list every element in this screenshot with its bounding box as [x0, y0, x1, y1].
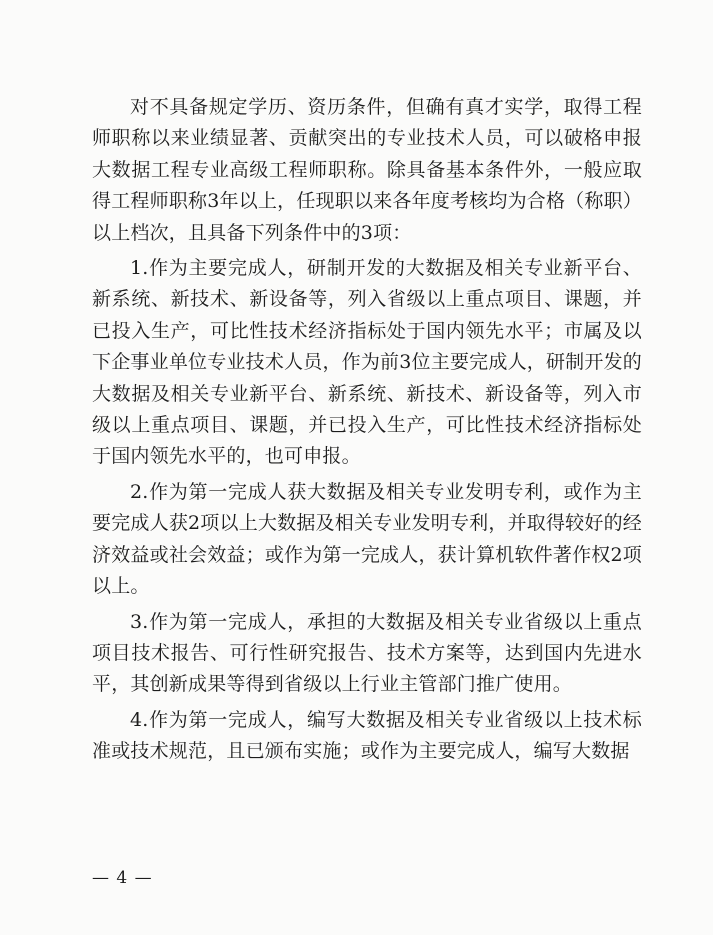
paragraph-item-3: 3.作为第一完成人，承担的大数据及相关专业省级以上重点项目技术报告、可行性研究报告、技术方案等，达到国内先进水平，其创新成果等得到省级以上行业主管部门推广使用。 — [92, 610, 642, 696]
paragraph-item-4: 4.作为第一完成人，编写大数据及相关专业省级以上技术标准或技术规范，且已颁布实施；或作为主要完成人，编写大数据 — [92, 708, 642, 763]
paragraph-item-1: 1.作为主要完成人，研制开发的大数据及相关专业新平台、新系统、新技术、新设备等，列入省级以上重点项目、课题，并已投入生产，可比性技术经济指标处于国内领先水平；市属及以下企事业单位专业技术人员，作为前3位主要完成人，研制开发的大数据及相关专业新平台、新系统、新技术、新设备等，列入市级以上重点项目、课题，并已投入生产，可比性技术经济指标处于国内领先水平的，也可申报。 — [92, 257, 642, 468]
paragraph-item-2: 2.作为第一完成人获大数据及相关专业发明专利，或作为主要完成人获2项以上大数据及相关专业发明专利，并取得较好的经济效益或社会效益；或作为第一完成人，获计算机软件著作权2项以上。 — [92, 480, 642, 598]
paragraph-intro: 对不具备规定学历、资历条件，但确有真才实学，取得工程师职称以来业绩显著、贡献突出的专业技术人员，可以破格申报大数据工程专业高级工程师职称。除具备基本条件外，一般应取得工程师职称3年以上，任现职以来各年度考核均为合格（称职）以上档次，且具备下列条件中的3项： — [92, 96, 642, 244]
document-body — [92, 92, 642, 768]
page-number: — 4 — — [92, 868, 153, 888]
